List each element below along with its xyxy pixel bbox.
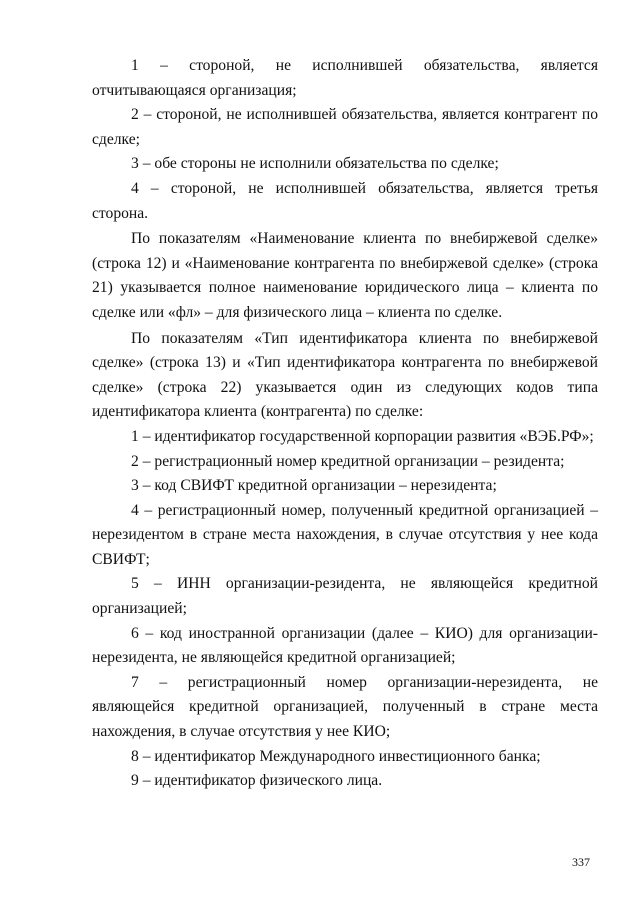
paragraph-client-name: По показателям «Наименование клиента по внебиржевой сделке» (строка 12) и «Наименование контрагента по внебиржевой сделке» (строка 21) указывается полное наименование юридического лица – клиента по сделке или «фл» – для физического лица – клиента по сделке. <box>92 230 598 321</box>
document-body <box>92 54 598 794</box>
paragraph-id-6: 6 – код иностранной организации (далее – КИО) для организации-нерезидента, не являющейся кредитной организацией; <box>92 624 598 667</box>
paragraph-id-4: 4 – регистрационный номер, полученный кредитной организацией – нерезидентом в стране места нахождения, в случае отсутствия у нее кода СВИФТ; <box>92 501 598 568</box>
page-number: 337 <box>572 855 590 869</box>
paragraph-identifier-type: По показателям «Тип идентификатора клиента по внебиржевой сделке» (строка 13) и «Тип идентификатора контрагента по внебиржевой сделке» (строка 22) указывается один из следующих кодов типа идентификатора клиента (контрагента) по сделке: <box>92 329 598 421</box>
paragraph-id-1: 1 – идентификатор государственной корпорации развития «ВЭБ.РФ»; <box>131 427 594 445</box>
paragraph-id-5: 5 – ИНН организации-резидента, не являющейся кредитной организацией; <box>92 575 598 618</box>
paragraph-code-4: 4 – стороной, не исполнившей обязательства, является третья сторона. <box>92 179 598 222</box>
paragraph-id-7: 7 – регистрационный номер организации-нерезидента, не являющейся кредитной организацией, полученный в стране места нахождения, в случае отсутствия у нее КИО; <box>92 673 598 741</box>
paragraph-id-8: 8 – идентификатор Международного инвестиционного банка; <box>131 747 541 765</box>
paragraph-id-3: 3 – код СВИФТ кредитной организации – нерезидента; <box>131 477 497 495</box>
paragraph-id-9: 9 – идентификатор физического лица. <box>131 772 383 790</box>
paragraph-code-2: 2 – стороной, не исполнившей обязательства, является контрагент по сделке; <box>92 106 598 148</box>
paragraph-code-1: 1 – стороной, не исполнившей обязательства, является отчитывающаяся организация; <box>92 57 598 99</box>
paragraph-id-2: 2 – регистрационный номер кредитной организации – резидента; <box>131 452 565 470</box>
paragraph-code-3: 3 – обе стороны не исполнили обязательства по сделке; <box>131 155 499 173</box>
